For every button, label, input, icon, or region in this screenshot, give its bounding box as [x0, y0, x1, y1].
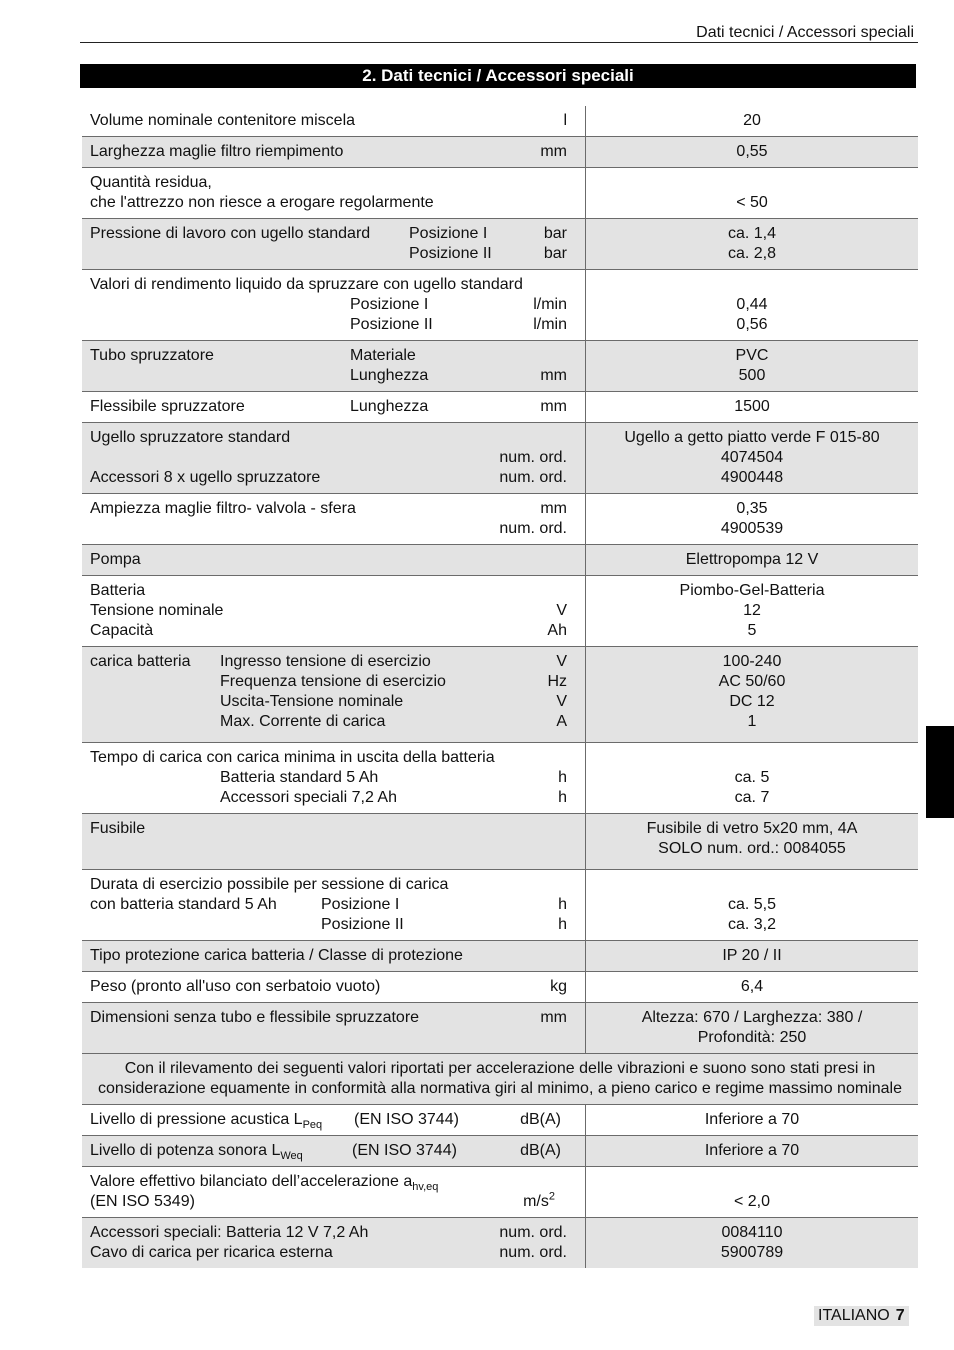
protection-value: IP 20 / II	[722, 947, 782, 964]
sound-pressure-unit: dB(A)	[520, 1111, 561, 1128]
residual-label-2: che l'attrezzo non riesce a erogare regolarmente	[90, 194, 434, 211]
dimensions-value-1: Altezza: 670 / Larghezza: 380 /	[641, 1009, 863, 1026]
runtime-value-2: ca. 3,2	[727, 916, 777, 933]
charge-time-value-1: ca. 5	[734, 769, 770, 786]
row-mesh	[82, 137, 918, 168]
weight-unit: kg	[550, 978, 567, 995]
valve-unit-2: num. ord.	[499, 520, 567, 537]
charger-item-unit: Hz	[547, 673, 567, 690]
battery-unit-1: V	[556, 602, 567, 619]
row-dimensions	[82, 1003, 918, 1054]
runtime-label-1: Durata di esercizio possibile per sessione di carica	[90, 876, 449, 893]
row-weight	[82, 972, 918, 1003]
battery-value-2: 5	[747, 622, 757, 639]
volume-value: 20	[743, 112, 761, 129]
accessories-label-1: Accessori speciali: Batteria 12 V 7,2 Ah	[90, 1224, 369, 1241]
sound-pressure-value: Inferiore a 70	[704, 1111, 800, 1128]
hose-value: 1500	[734, 398, 770, 415]
row-sound-power	[82, 1136, 918, 1167]
pressure-value-2: ca. 2,8	[727, 245, 777, 262]
row-residual	[82, 168, 918, 219]
weight-value: 6,4	[740, 978, 764, 995]
section-title: 2. Dati tecnici / Accessori speciali	[80, 64, 916, 88]
mesh-value: 0,55	[736, 143, 768, 160]
accessories-unit-2: num. ord.	[499, 1244, 567, 1261]
charger-item-label: Ingresso tensione di esercizio	[220, 653, 431, 670]
row-accessories	[82, 1218, 918, 1268]
row-tube	[82, 341, 918, 392]
charger-item-label: Frequenza tensione di esercizio	[220, 673, 446, 690]
dimensions-unit: mm	[540, 1009, 567, 1026]
pressure-pos-2: Posizione II	[409, 245, 492, 262]
tube-sub-1: Materiale	[350, 347, 416, 364]
vibration-norm: (EN ISO 5349)	[90, 1193, 195, 1210]
tube-value-2: 500	[738, 367, 766, 384]
battery-label-2: Capacità	[90, 622, 154, 639]
battery-label-1: Tensione nominale	[90, 602, 224, 619]
fuse-value-2: SOLO num. ord.: 0084055	[658, 840, 846, 857]
row-charger	[82, 647, 918, 743]
pump-label: Pompa	[90, 551, 141, 568]
runtime-pos-1: Posizione I	[321, 896, 400, 913]
row-flow	[82, 270, 918, 341]
flow-pos-1: Posizione I	[350, 296, 429, 313]
sound-pressure-label: Livello di pressione acustica L	[90, 1111, 303, 1128]
tube-value-1: PVC	[735, 347, 769, 364]
vibration-value: < 2,0	[733, 1193, 771, 1210]
flow-label: Valori di rendimento liquido da spruzzare con ugello standard	[90, 276, 523, 293]
language-thumb-tab	[926, 726, 954, 818]
vibration-unit-sup: 2	[548, 1190, 555, 1203]
sound-power-value: Inferiore a 70	[704, 1142, 800, 1159]
weight-label: Peso (pronto all'uso con serbatoio vuoto)	[90, 978, 381, 995]
volume-label: Volume nominale contenitore miscela	[90, 112, 356, 129]
charge-time-unit-2: h	[558, 789, 567, 806]
nozzle-value-1: 4074504	[720, 449, 784, 466]
page-number: 7	[895, 1307, 905, 1324]
valve-value-2: 4900539	[720, 520, 784, 537]
row-charge-time	[82, 743, 918, 814]
row-valve	[82, 494, 918, 545]
charger-item-value: AC 50/60	[718, 673, 786, 690]
page-footer	[814, 1306, 909, 1326]
charge-time-unit-1: h	[558, 769, 567, 786]
accessories-value-1: 0084110	[721, 1224, 783, 1241]
volume-unit: l	[563, 112, 567, 129]
row-nozzle	[82, 423, 918, 494]
vibration-unit: m/s	[523, 1193, 549, 1210]
hose-sub: Lunghezza	[350, 398, 429, 415]
nozzle-value-0: Ugello a getto piatto verde F 015-80	[624, 429, 880, 446]
flow-unit-1: l/min	[533, 296, 567, 313]
battery-label-0: Batteria	[90, 582, 146, 599]
accessories-value-2: 5900789	[720, 1244, 784, 1261]
sound-power-label: Livello di potenza sonora L	[90, 1142, 281, 1159]
flow-value-1: 0,44	[736, 296, 768, 313]
sound-power-unit: dB(A)	[520, 1142, 561, 1159]
mesh-unit: mm	[540, 143, 567, 160]
nozzle-label-1: Ugello spruzzatore standard	[90, 429, 291, 446]
row-vibration	[82, 1167, 918, 1218]
runtime-pos-2: Posizione II	[321, 916, 404, 933]
sound-power-norm: (EN ISO 3744)	[352, 1142, 457, 1159]
flow-value-2: 0,56	[736, 316, 768, 333]
battery-value-1: 12	[743, 602, 761, 619]
pump-value: Elettropompa 12 V	[685, 551, 819, 568]
row-sound-pressure	[82, 1105, 918, 1136]
accessories-unit-1: num. ord.	[499, 1224, 567, 1241]
nozzle-unit-2: num. ord.	[499, 469, 567, 486]
charger-item-value: DC 12	[729, 693, 775, 710]
runtime-value-1: ca. 5,5	[727, 896, 777, 913]
battery-unit-2: Ah	[547, 622, 567, 639]
vibration-sub: hv,eq	[412, 1181, 439, 1194]
charger-item-label: Max. Corrente di carica	[220, 713, 386, 730]
pressure-unit-1: bar	[543, 225, 567, 242]
fuse-label: Fusibile	[90, 820, 146, 837]
charger-item-label: Uscita-Tensione nominale	[220, 693, 404, 710]
tube-sub-2: Lunghezza	[350, 367, 429, 384]
charger-item-unit: V	[556, 653, 567, 670]
flow-unit-2: l/min	[533, 316, 567, 333]
nozzle-label-2: Accessori 8 x ugello spruzzatore	[90, 469, 321, 486]
charger-item-value: 1	[747, 713, 757, 730]
accessories-label-2: Cavo di carica per ricarica esterna	[90, 1244, 333, 1261]
row-volume	[82, 106, 918, 137]
row-runtime	[82, 870, 918, 941]
residual-label-1: Quantità residua,	[90, 174, 212, 191]
charge-time-sub-1: Batteria standard 5 Ah	[220, 769, 379, 786]
hose-unit: mm	[540, 398, 567, 415]
sound-power-sub: Weq	[280, 1150, 303, 1163]
tube-label: Tubo spruzzatore	[90, 347, 214, 364]
sound-pressure-norm: (EN ISO 3744)	[354, 1111, 459, 1128]
tube-unit: mm	[540, 367, 567, 384]
charger-item-value: 100-240	[722, 653, 782, 670]
dimensions-value-2: Profondità: 250	[697, 1029, 807, 1046]
row-pump	[82, 545, 918, 576]
runtime-label-2: con batteria standard 5 Ah	[90, 896, 277, 913]
row-protection	[82, 941, 918, 972]
valve-value-1: 0,35	[736, 500, 768, 517]
pressure-unit-2: bar	[543, 245, 567, 262]
charger-label: carica batteria	[90, 653, 191, 670]
charger-item-unit: V	[556, 693, 567, 710]
footer-language: ITALIANO	[818, 1307, 890, 1324]
fuse-value-1: Fusibile di vetro 5x20 mm, 4A	[646, 820, 858, 837]
runtime-unit-2: h	[558, 916, 567, 933]
flow-pos-2: Posizione II	[350, 316, 433, 333]
running-header: Dati tecnici / Accessori speciali	[80, 23, 918, 43]
valve-unit-1: mm	[540, 500, 567, 517]
charge-time-label: Tempo di carica con carica minima in uscita della batteria	[90, 749, 495, 766]
row-pressure	[82, 219, 918, 270]
charge-time-sub-2: Accessori speciali 7,2 Ah	[220, 789, 397, 806]
charge-time-value-2: ca. 7	[734, 789, 770, 806]
battery-value-0: Piombo-Gel-Batteria	[679, 582, 825, 599]
dimensions-label: Dimensioni senza tubo e flessibile spruzzatore	[90, 1009, 420, 1026]
valve-label: Ampiezza maglie filtro- valvola - sfera	[90, 500, 356, 517]
row-battery	[82, 576, 918, 647]
sound-pressure-sub: Peq	[302, 1119, 323, 1132]
residual-value: < 50	[736, 194, 768, 211]
spec-table	[82, 106, 918, 1268]
hose-label: Flessibile spruzzatore	[90, 398, 245, 415]
protection-label: Tipo protezione carica batteria / Classe di protezione	[90, 947, 463, 964]
pressure-value-1: ca. 1,4	[727, 225, 777, 242]
vibration-label: Valore effettivo bilanciato dell’accelerazione a	[90, 1173, 413, 1190]
nozzle-unit-1: num. ord.	[499, 449, 567, 466]
measurement-note: Con il rilevamento dei seguenti valori riportati per accelerazione delle vibrazioni e suono sono stati presi in considerazione equamente in conformità alla normativa giri al minimo, a pieno carico e regime massimo nominale	[98, 1060, 902, 1097]
pressure-pos-1: Posizione I	[409, 225, 488, 242]
mesh-label: Larghezza maglie filtro riempimento	[90, 143, 344, 160]
runtime-unit-1: h	[558, 896, 567, 913]
row-fuse	[82, 814, 918, 870]
row-hose	[82, 392, 918, 423]
nozzle-value-2: 4900448	[720, 469, 784, 486]
charger-item-unit: A	[556, 713, 567, 730]
row-measurement-note	[82, 1054, 918, 1105]
pressure-label: Pressione di lavoro con ugello standard	[90, 225, 371, 242]
